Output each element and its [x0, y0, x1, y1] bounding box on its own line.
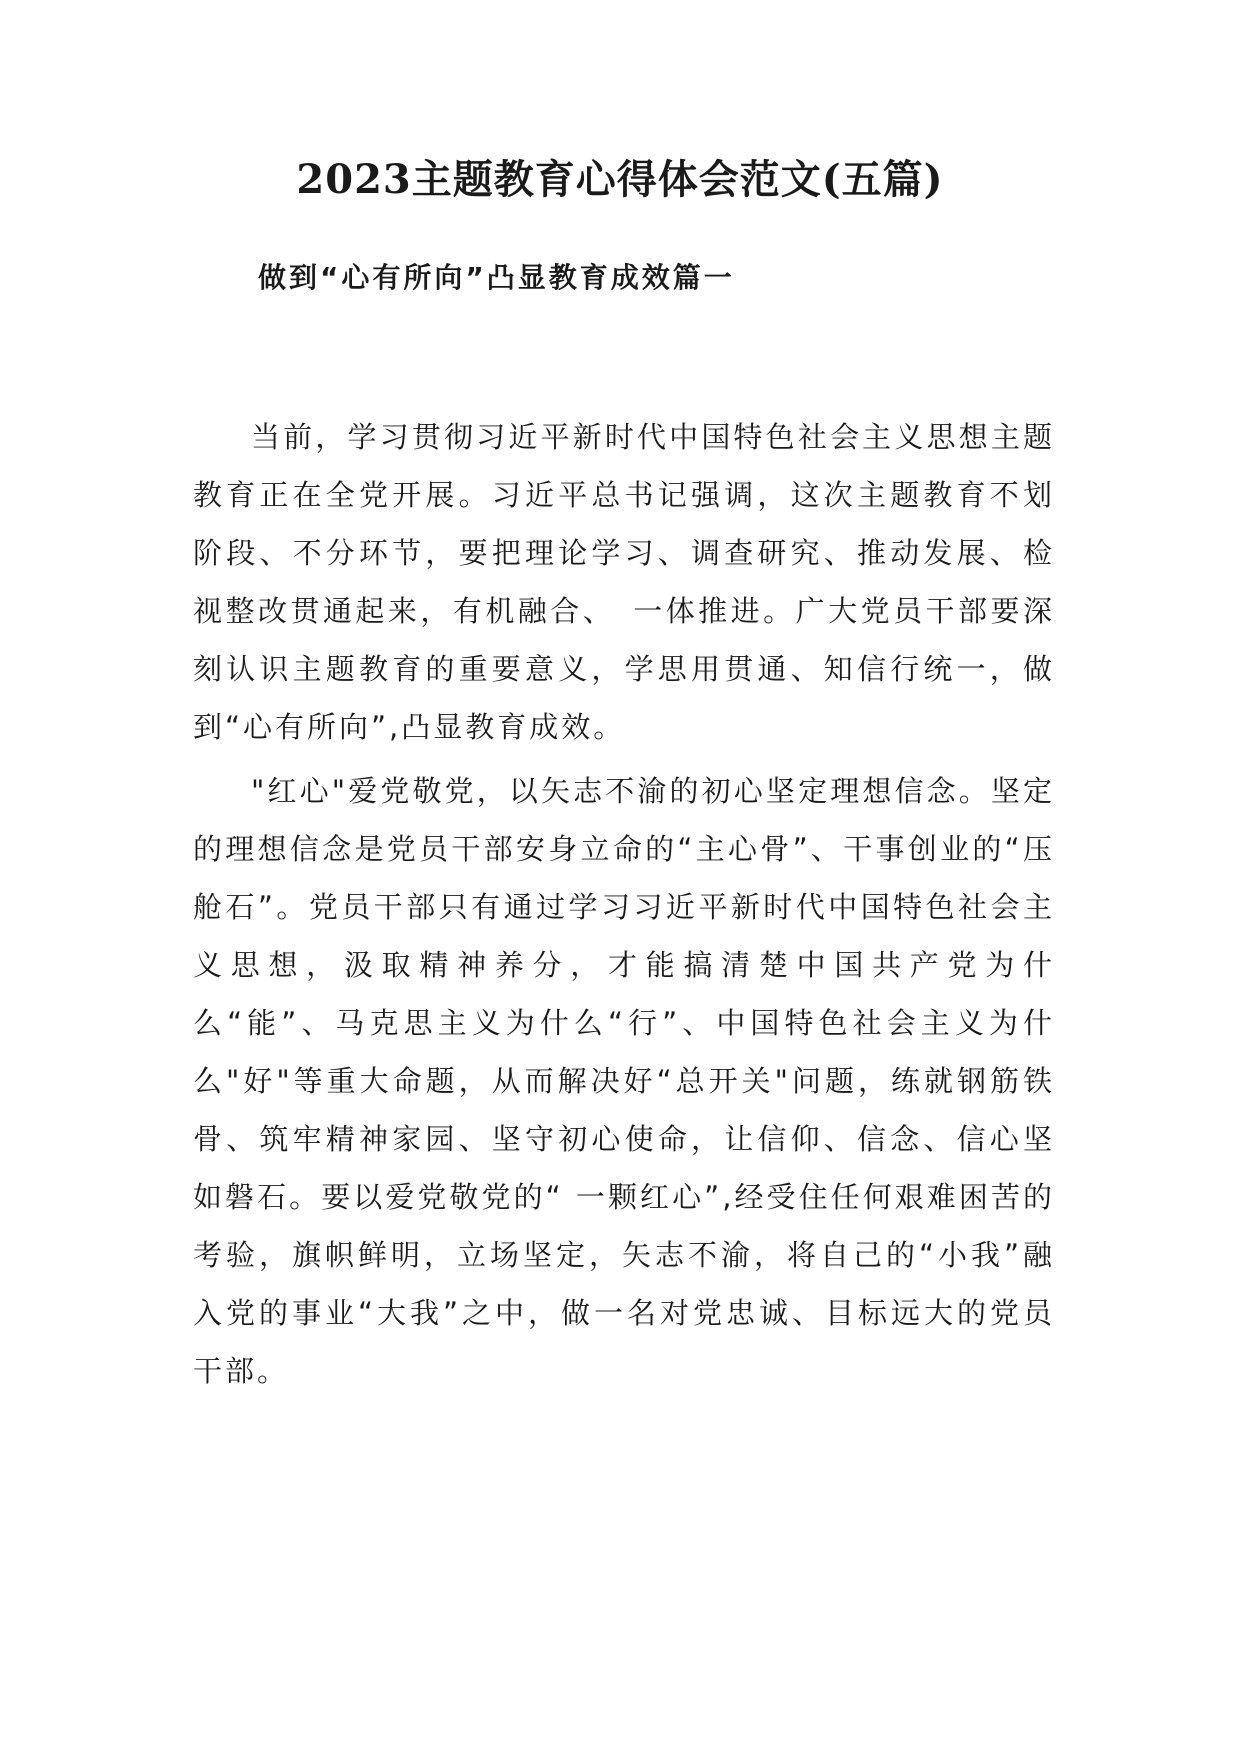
paragraph-2: "红心"爱党敬党，以矢志不渝的初心坚定理想信念。坚定的理想信念是党员干部安身立命的“主心骨”、干事创业的“压舱石”。党员干部只有通过学习习近平新时代中国特色社会主义思想，汲取精神养分，才能搞清楚中国共产党为什么“能”、马克思主义为什么“行”、中国特色社会主义为什么"好"等重大命题，从而解决好“总开关"问题，练就钢筋铁骨、筑牢精神家园、坚守初心使命，让信仰、信念、信心坚如磐石。要以爱党敬党的“ 一颗红心”,经受住任何艰难困苦的考验，旗帜鲜明，立场坚定，矢志不渝，将自己的“小我”融入党的事业“大我”之中，做一名对党忠诚、目标远大的党员干部。	[193, 774, 1055, 1388]
document-title: 2023主题教育心得体会范文(五篇)	[296, 156, 944, 203]
section-heading: 做到“心有所向”凸显教育成效篇一	[258, 261, 735, 294]
document-body	[193, 408, 1055, 1406]
paragraph-1: 当前，学习贯彻习近平新时代中国特色社会主义思想主题教育正在全党开展。习近平总书记强调，这次主题教育不划阶段、不分环节，要把理论学习、调查研究、推动发展、检视整改贯通起来，有机融合、 一体推进。广大党员干部要深刻认识主题教育的重要意义，学思用贯通、知信行统一，做到“心有所向”,凸显教育成效。	[193, 420, 1055, 744]
